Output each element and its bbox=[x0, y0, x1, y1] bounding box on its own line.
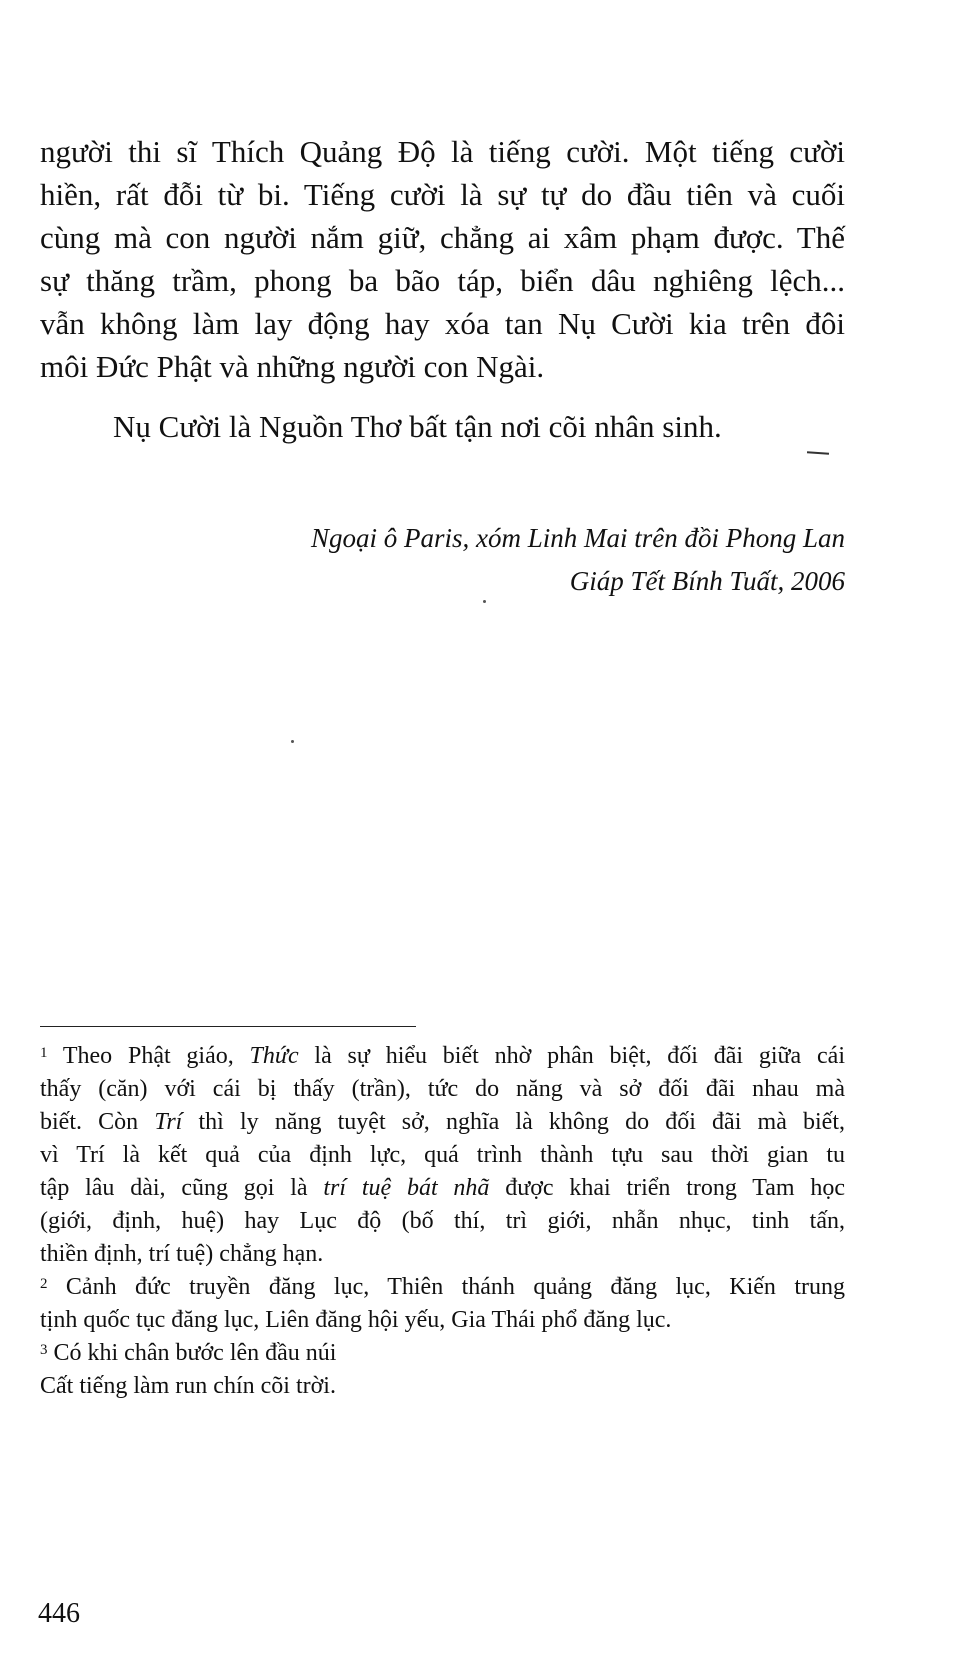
page-number: 446 bbox=[38, 1598, 80, 1629]
footnote-line: tập lâu dài, cũng gọi là trí tuệ bát nhã được khai triển trong Tam học bbox=[40, 1175, 845, 1201]
pen-mark bbox=[807, 451, 829, 455]
footnote-marker: 2 bbox=[40, 1276, 48, 1292]
footnote-line: tịnh quốc tục đăng lục, Liên đăng hội yếu, Gia Thái phổ đăng lục. bbox=[40, 1307, 672, 1333]
footnote-line: $^2$ Cảnh đức truyền đăng lục, Thiên thánh quảng đăng lục, Kiến trung bbox=[40, 1274, 845, 1300]
footnote-line: Cất tiếng làm run chín cõi trời. bbox=[40, 1373, 336, 1399]
footnote-marker: 1 bbox=[40, 1045, 48, 1061]
scan-speck bbox=[291, 740, 294, 743]
body-line: sự thăng trầm, phong ba bão táp, biển dâu nghiêng lệch... bbox=[40, 263, 845, 298]
footnote-line: (giới, định, huệ) hay Lục độ (bố thí, trì giới, nhẫn nhục, tinh tấn, bbox=[40, 1208, 845, 1234]
footnote-line: $^1$ Theo Phật giáo, Thức là sự hiểu biết nhờ phân biệt, đối đãi giữa cái bbox=[40, 1043, 845, 1069]
scan-speck bbox=[483, 600, 486, 603]
signature-date: Giáp Tết Bính Tuất, 2006 bbox=[569, 566, 845, 596]
footnote-line: thiền định, trí tuệ) chẳng hạn. bbox=[40, 1241, 324, 1267]
body-line: môi Đức Phật và những người con Ngài. bbox=[40, 349, 545, 384]
footnote-line: vì Trí là kết quả của định lực, quá trình thành tựu sau thời gian tu bbox=[40, 1142, 845, 1168]
body-line: người thi sĩ Thích Quảng Độ là tiếng cười. Một tiếng cười bbox=[40, 134, 845, 169]
footnote-line: biết. Còn Trí thì ly năng tuyệt sở, nghĩa là không do đối đãi mà biết, bbox=[40, 1109, 845, 1135]
body-line: vẫn không làm lay động hay xóa tan Nụ Cười kia trên đôi bbox=[40, 306, 845, 341]
footnote-line: thấy (căn) với cái bị thấy (trần), tức do năng và sở đối đãi nhau mà bbox=[40, 1076, 845, 1102]
footnote-separator bbox=[40, 1026, 416, 1027]
signature-place: Ngoại ô Paris, xóm Linh Mai trên đồi Phong Lan bbox=[310, 523, 845, 553]
closing-sentence: Nụ Cười là Nguồn Thơ bất tận nơi cõi nhân sinh. bbox=[113, 409, 722, 444]
body-line: hiền, rất đỗi từ bi. Tiếng cười là sự tự do đầu tiên và cuối bbox=[40, 177, 845, 212]
footnote-marker: 3 bbox=[40, 1342, 48, 1358]
body-line: cùng mà con người nắm giữ, chẳng ai xâm phạm được. Thế bbox=[40, 220, 845, 255]
footnote-line: $^3$ Có khi chân bước lên đầu núi bbox=[40, 1340, 337, 1366]
